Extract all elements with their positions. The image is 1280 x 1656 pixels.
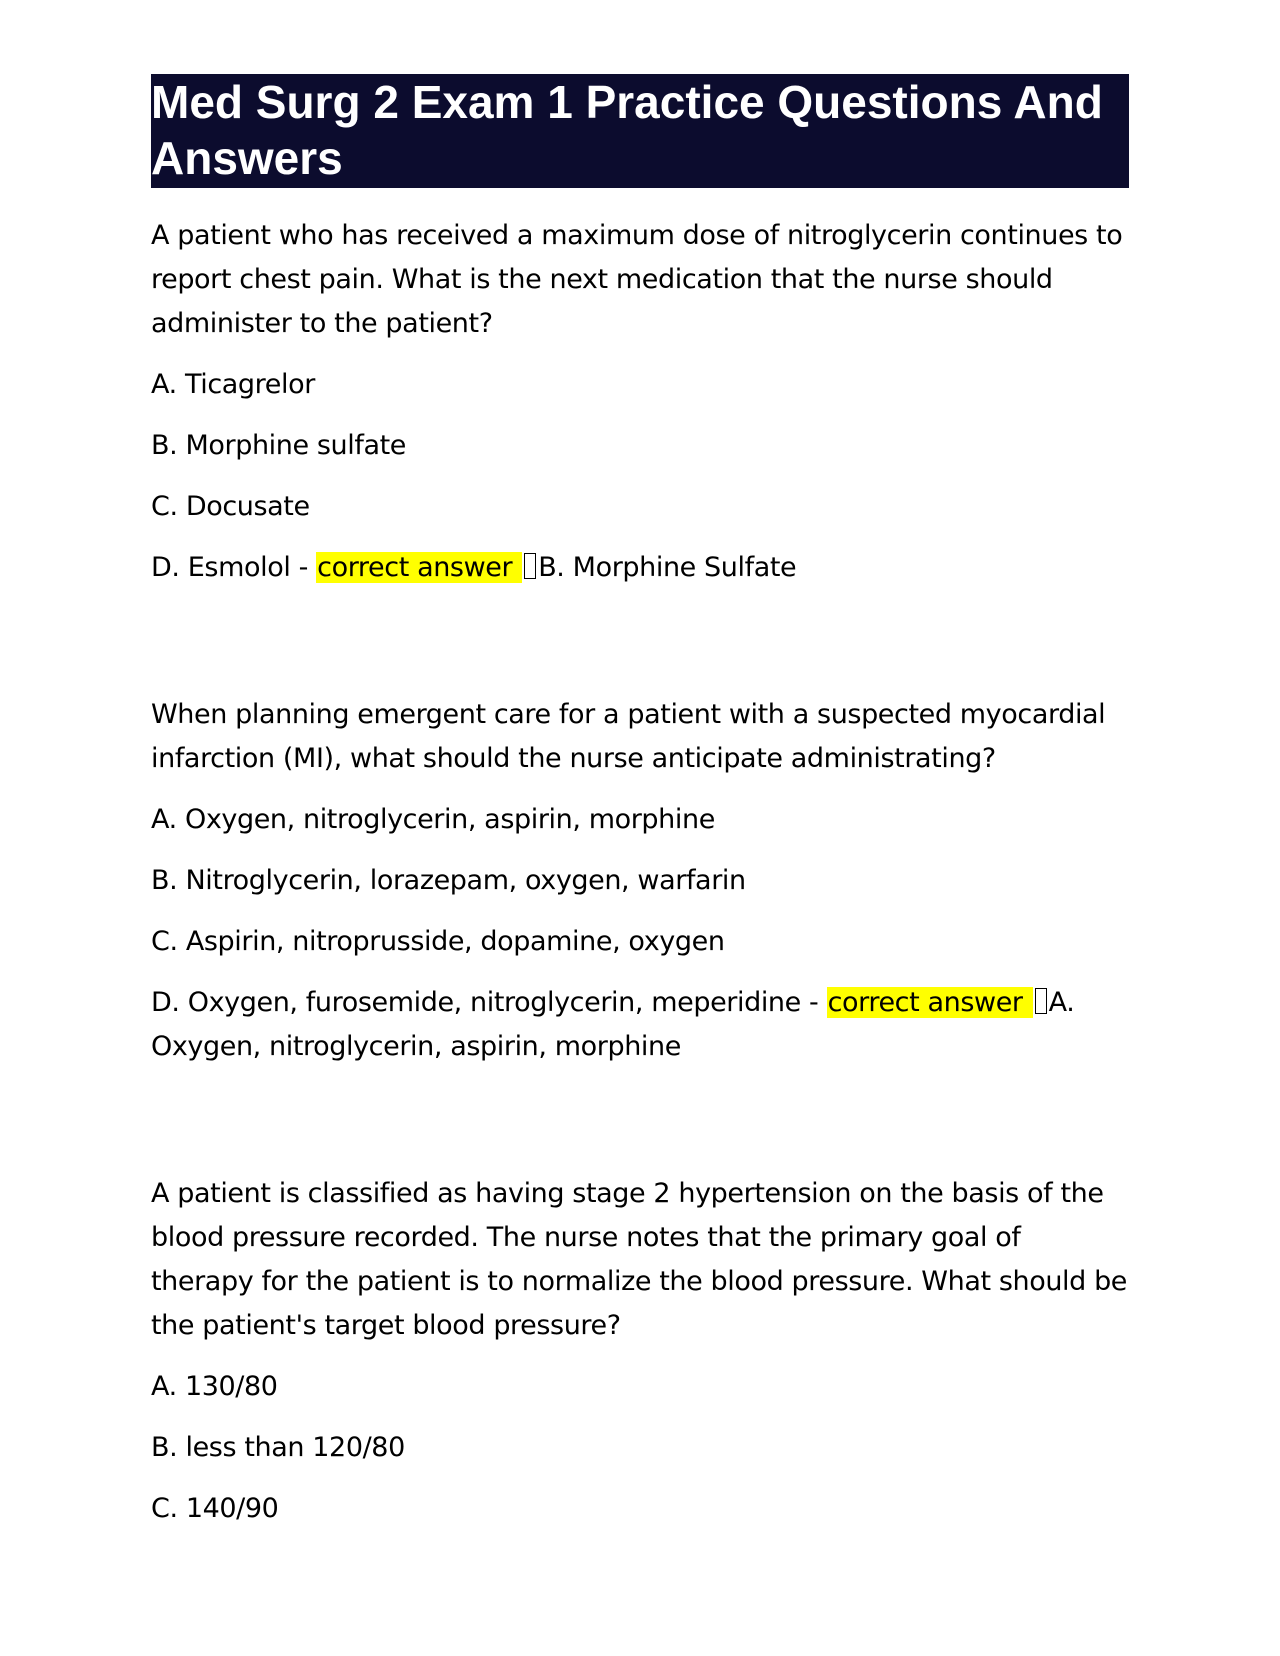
document-title: Med Surg 2 Exam 1 Practice Questions And Answers [151,74,1129,188]
question-3-option-a: A. 130/80 [151,1371,278,1402]
question-2-option-a: A. Oxygen, nitroglycerin, aspirin, morphine [151,804,715,835]
missing-glyph-icon [1035,988,1047,1014]
question-1-option-d-text: D. Esmolol - [151,552,317,583]
question-1-option-c: C. Docusate [151,491,310,522]
document-body [151,214,1129,1531]
question-1-text: A patient who has received a maximum dose of nitroglycerin continues to report chest pain. What is the next medication that the nurse should administer to the patient? [151,220,1123,339]
question-2-text: When planning emergent care for a patient with a suspected myocardial infarction (MI), what should the nurse anticipate administrating? [151,699,1106,774]
question-2-option-d-text: D. Oxygen, furosemide, nitroglycerin, meperidine - [151,987,827,1018]
question-2-option-d [151,981,1129,1069]
question-2 [151,693,1129,1069]
document-page [151,74,1129,1531]
missing-glyph-icon [524,553,536,579]
question-1-option-b: B. Morphine sulfate [151,430,406,461]
question-1-answer: B. Morphine Sulfate [538,552,797,583]
question-3-option-b: B. less than 120/80 [151,1432,405,1463]
question-2-option-c: C. Aspirin, nitroprusside, dopamine, oxygen [151,926,725,957]
question-1-option-d [151,546,1129,590]
spacer [151,1069,1129,1146]
question-1 [151,214,1129,590]
question-3-text: A patient is classified as having stage 2 hypertension on the basis of the blood pressure recorded. The nurse notes that the primary goal of therapy for the patient is to normalize the blood pressure. What should be the patient's target blood pressure? [151,1178,1128,1341]
question-2-option-b: B. Nitroglycerin, lorazepam, oxygen, warfarin [151,865,746,896]
question-2-answer: A. Oxygen, nitroglycerin, aspirin, morphine [151,987,1075,1062]
question-3 [151,1172,1129,1531]
question-1-option-a: A. Ticagrelor [151,369,315,400]
correct-answer-label: correct answer [316,552,522,583]
question-3-option-c: C. 140/90 [151,1493,279,1524]
spacer [151,590,1129,667]
correct-answer-label: correct answer [827,987,1033,1018]
